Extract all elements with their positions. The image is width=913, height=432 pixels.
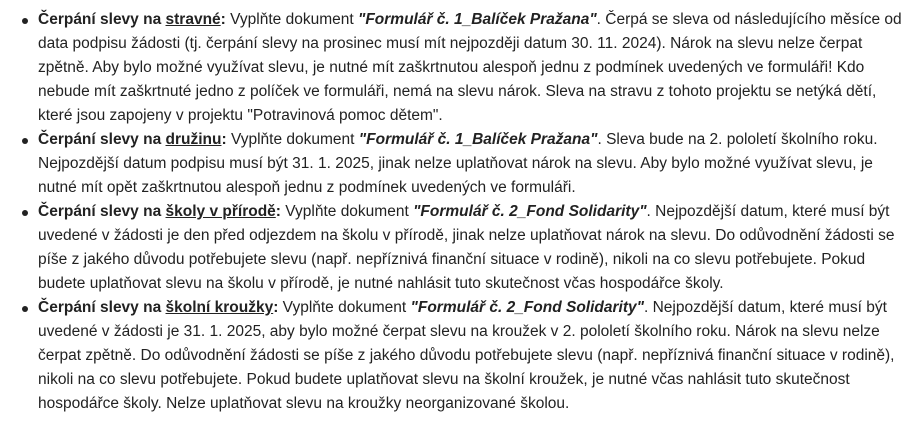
- form-document-name: "Formulář č. 1_Balíček Pražana": [358, 131, 598, 148]
- item-body-text: . Čerpá se sleva od následujícího měsíce od data podpisu žádosti (tj. čerpání slevy na prosinec musí mít nejpozději datum 30. 11. 2024). Nárok na slevu nelze čerpat zpětně. Aby bylo možné využívat slevu, je nutné mít zaškrtnutou alespoň jednu z podmínek uvedených ve formuláři! Kdo nebude mít zaškrtnuté jedno z políček ve formuláři, nemá na slevu nárok. Sleva na stravu z tohoto projektu se netýká dětí, které jsou zapojeny v projektu "Potravinová pomoc dětem".: [38, 11, 902, 124]
- form-document-name: "Formulář č. 2_Fond Solidarity": [413, 203, 647, 220]
- item-body-text: . Sleva bude na 2. pololetí školního roku. Nejpozdější datum podpisu musí být 31. 1. 2025, jinak nelze uplatňovat nárok na slevu. Aby bylo možné využívat slevu, je nutné mít opět zaškrtnutou alespoň jednu z podmínek uvedených ve formuláři.: [38, 131, 878, 196]
- heading-lead: Čerpání slevy na: [38, 11, 166, 28]
- heading-colon: :: [221, 131, 227, 148]
- item-heading: [38, 203, 281, 220]
- heading-topic: školní kroužky: [165, 299, 274, 316]
- heading-colon: :: [275, 203, 281, 220]
- list-item-meals: [38, 8, 907, 128]
- list-item-after-school-club: [38, 128, 907, 200]
- discount-rules-list: [0, 8, 907, 416]
- heading-colon: :: [220, 11, 226, 28]
- pre-doc-text: Vyplňte dokument: [225, 11, 358, 28]
- pre-doc-text: Vyplňte dokument: [280, 203, 414, 220]
- form-document-name: "Formulář č. 2_Fond Solidarity": [410, 299, 644, 316]
- heading-topic: stravné: [165, 11, 221, 28]
- item-heading: [38, 11, 226, 28]
- pre-doc-text: Vyplňte dokument: [278, 299, 411, 316]
- item-body-text: . Nejpozdější datum, které musí být uvedené v žádosti je 31. 1. 2025, aby bylo možné čerpat slevu na kroužek v 2. pololetí školního roku. Nárok na slevu nelze čerpat zpětně. Do odůvodnění žádosti se píše z jakého důvodu potřebujete slevu (např. nepříznivá finanční situace v rodině), nikoli na co slevu potřebujete. Pokud budete uplatňovat slevu na školní kroužek, je nutné včas nahlásit tuto skutečnost hospodářce školy. Nelze uplatňovat slevu na kroužky neorganizované školou.: [38, 299, 895, 412]
- heading-colon: :: [273, 299, 279, 316]
- list-item-school-clubs: [38, 296, 907, 416]
- heading-lead: Čerpání slevy na: [38, 299, 166, 316]
- list-item-school-trips: [38, 200, 907, 296]
- item-body-text: . Nejpozdější datum, které musí být uvedené v žádosti je den před odjezdem na školu v přírodě, jinak nelze uplatňovat nárok na slevu. Do odůvodnění žádosti se píše z jakého důvodu potřebujete slevu (např. nepříznivá finanční situace v rodině), nikoli na co slevu potřebujete. Pokud budete uplatňovat slevu na školu v přírodě, je nutné nahlásit tuto skutečnost včas hospodářce školy.: [38, 203, 895, 292]
- item-heading: [38, 299, 278, 316]
- item-heading: [38, 131, 227, 148]
- pre-doc-text: Vyplňte dokument: [226, 131, 359, 148]
- heading-topic: družinu: [165, 131, 222, 148]
- heading-topic: školy v přírodě: [165, 203, 276, 220]
- heading-lead: Čerpání slevy na: [38, 131, 166, 148]
- form-document-name: "Formulář č. 1_Balíček Pražana": [357, 11, 597, 28]
- heading-lead: Čerpání slevy na: [38, 203, 166, 220]
